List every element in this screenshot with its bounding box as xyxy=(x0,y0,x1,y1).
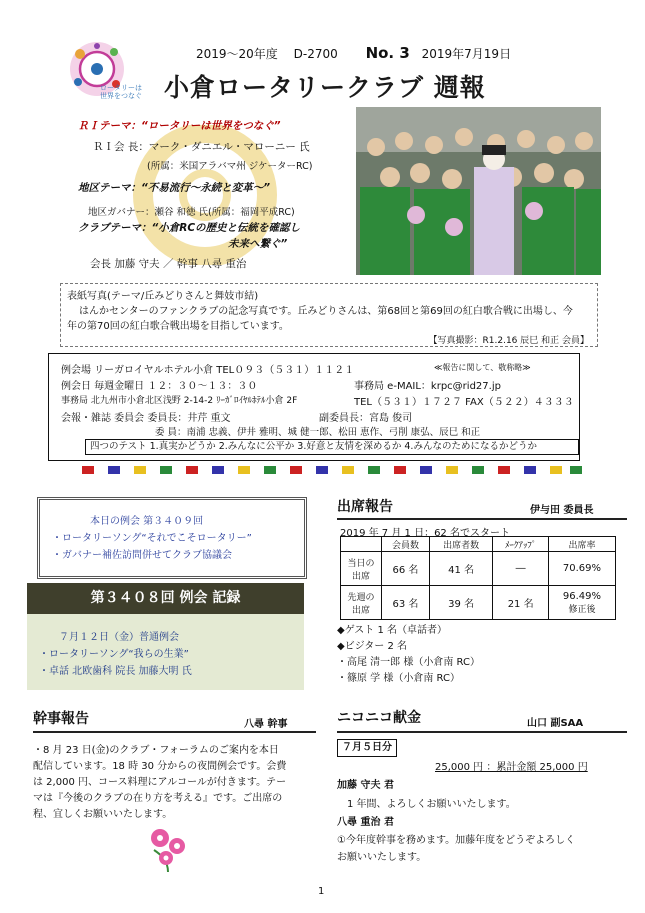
cover-caption xyxy=(60,283,598,347)
secretary-name: 八尋 幹事 xyxy=(244,719,288,730)
secretary-text: マは『今後のクラブの在り方を考える』です。ご出席の xyxy=(33,793,283,804)
donor-message: ①今年度幹事を務めます。加藤年度をどうぞよろしく xyxy=(337,835,576,846)
page-number: 1 xyxy=(318,886,325,897)
record-date: ７月１２日（金）普通例会 xyxy=(59,632,179,643)
four-way-test: 四つのテスト 1.真実かどうか 2.みんなに公平か 3.好意と友情を深めるか 4.みんなのためになるかどうか xyxy=(85,439,579,455)
donor-message-cont: お願いいたします。 xyxy=(337,852,427,863)
cover-caption-title: 表紙写真(テーマ/丘みどりさんと舞妓市結) xyxy=(67,291,259,302)
attendance-makeup: ― xyxy=(493,552,549,586)
secretary-text: 配信しています。18 時 30 分からの夜間例会です。会費 xyxy=(33,761,287,772)
page-title: 小倉ロータリークラブ 週報 xyxy=(164,73,486,102)
table-row xyxy=(341,552,616,586)
attendance-rate: 70.69% xyxy=(548,552,615,586)
attendance-header-rate: 出席率 xyxy=(548,537,615,552)
secretary-report-title: 幹事報告 xyxy=(33,711,89,727)
logo-tagline: ロータリーは 世界をつなぐ xyxy=(100,84,142,100)
morning-glory-icon xyxy=(146,826,190,872)
office-email: 事務局 e-MAIL：krpc@rid27.jp xyxy=(354,381,501,392)
attendance-header-row xyxy=(341,537,616,552)
attendance-members: 66 名 xyxy=(382,552,430,586)
ri-president-club: (所属：米国アラバマ州 ジケーターRC) xyxy=(147,161,313,172)
report-notice: ≪報告に関して、敬称略≫ xyxy=(434,363,531,372)
attendance-start: 2019 年 7 月 1 日：62 名でスタート xyxy=(340,528,510,539)
nico-donation-date: ７月５日分 xyxy=(337,739,397,757)
attendance-header-blank xyxy=(341,537,382,552)
attendance-header-present: 出席者数 xyxy=(429,537,492,552)
donor-name: 八尋 重治 君 xyxy=(337,817,394,828)
meeting-record-box xyxy=(27,614,304,690)
cover-photo xyxy=(356,107,601,275)
district-governor: 地区ガバナー：瀬谷 和徳 氏(所属：福岡平成RC) xyxy=(88,207,295,218)
photo-credit: 【写真撮影：R1.2.16 辰巳 和正 会員】 xyxy=(428,336,589,346)
meeting-day: 例会日 毎週金曜日 １２：３０～１３：３０ xyxy=(61,381,258,392)
district-theme: 地区テーマ：“不易流行～永続と変革～” xyxy=(78,182,271,194)
todays-meeting-song: ・ロータリーソング“それでこそロータリー” xyxy=(52,533,252,544)
guest-count: ◆ゲスト 1 名（卓話者） xyxy=(337,625,448,636)
nico-donation-amount: 25,000 円 ：累計金額 25,000 円 xyxy=(435,762,588,773)
meeting-venue: 例会場 リーガロイヤルホテル小倉 TEL０９３（５３１）１１２１ xyxy=(61,365,355,376)
attendance-row-label: 当日の 出席 xyxy=(341,552,382,586)
secretary-divider xyxy=(33,731,316,733)
visitor-name: ・篠原 学 様（小倉南 RC） xyxy=(337,673,460,684)
attendance-rate: 96.49% 修正後 xyxy=(548,586,615,620)
nico-donation-officer: 山口 副SAA xyxy=(527,718,584,729)
flags-decoration xyxy=(82,466,582,474)
cover-caption-text-1: はんかセンターのファンクラブの記念写真です。丘みどりさんは、第68回と第69回の紅白歌合戦に出場し、今 xyxy=(79,306,573,317)
record-talk: ・卓話 北欧歯科 院長 加藤大明 氏 xyxy=(39,666,192,677)
attendance-header-members: 会員数 xyxy=(382,537,430,552)
attendance-members: 63 名 xyxy=(382,586,430,620)
office-tel-fax: TEL（５３１）１７２７ FAX（５２２）４３３３ xyxy=(354,397,574,408)
district-number: D-2700 xyxy=(293,47,338,61)
todays-meeting-box xyxy=(37,497,307,579)
attendance-table xyxy=(340,536,616,620)
club-theme-line-1: クラブテーマ：“小倉RCの歴史と伝統を確認し xyxy=(78,222,301,234)
secretary-text: は 2,000 円、コース料理にアルコールが付きます。テー xyxy=(33,777,287,788)
table-row xyxy=(341,586,616,620)
ri-president: ＲＩ会 長：マーク・ダニエル・マローニー 氏 xyxy=(93,141,310,153)
nico-donation-title: ニコニコ献金 xyxy=(337,710,421,726)
fiscal-year: 2019～20年度 xyxy=(196,47,278,61)
attendance-makeup: 21 名 xyxy=(493,586,549,620)
secretary-text: ・8 月 23 日(金)のクラブ・フォーラムのご案内を本日 xyxy=(33,745,279,756)
donor-message: 1 年間、よろしくお願いいたします。 xyxy=(347,799,516,810)
committee-vice-chair: 副委員長：宮島 俊司 xyxy=(319,413,413,424)
attendance-present: 39 名 xyxy=(429,586,492,620)
issue-line xyxy=(196,44,511,62)
attendance-row-label: 先週の 出席 xyxy=(341,586,382,620)
attendance-header-makeup: ﾒｰｸｱｯﾌﾟ xyxy=(493,537,549,552)
visitor-name: ・高尾 清一郎 様（小倉南 RC） xyxy=(337,657,480,668)
attendance-present: 41 名 xyxy=(429,552,492,586)
committee-members: 委 員：南浦 忠義、伊井 雅明、城 健一郎、松田 恵作、弓削 康弘、辰巳 和正 xyxy=(155,427,481,438)
attendance-title: 出席報告 xyxy=(337,499,393,515)
office-address: 事務局 北九州市小倉北区浅野 2-14-2 ﾘｰｶﾞﾛｲﾔﾙﾎﾃﾙ小倉 2F xyxy=(61,396,298,406)
meeting-record-header: 第３４０８回 例会 記録 xyxy=(27,583,304,614)
ri-theme: ＲＩテーマ：“ロータリーは世界をつなぐ” xyxy=(78,120,281,132)
club-info-box xyxy=(48,353,580,461)
attendance-divider xyxy=(337,518,627,520)
secretary-text: 程、宜しくお願いいたします。 xyxy=(33,809,173,820)
committee-chair: 会報・雑誌 委員会 委員長：井芹 重文 xyxy=(61,413,231,424)
visitor-count: ◆ビジター 2 名 xyxy=(337,641,408,652)
attendance-chair: 伊与田 委員長 xyxy=(530,505,594,516)
issue-date: 2019年7月19日 xyxy=(421,47,512,61)
issue-number: No. 3 xyxy=(365,44,410,62)
club-theme-line-2: 未来へ繋ぐ” xyxy=(228,238,288,250)
record-song: ・ロータリーソング“我らの生業” xyxy=(39,649,189,660)
club-officers: 会長 加藤 守夫 ／ 幹事 八尋 重治 xyxy=(90,258,247,270)
nico-divider xyxy=(337,731,627,733)
cover-caption-text-2: 年の第70回の紅白歌合戦出場を目指しています。 xyxy=(67,321,289,332)
todays-meeting-program: ・ガバナー補佐訪問併せてクラブ協議会 xyxy=(52,550,232,561)
todays-meeting-number: 本日の例会 第３４０９回 xyxy=(90,516,204,527)
donor-name: 加藤 守夫 君 xyxy=(337,780,394,791)
